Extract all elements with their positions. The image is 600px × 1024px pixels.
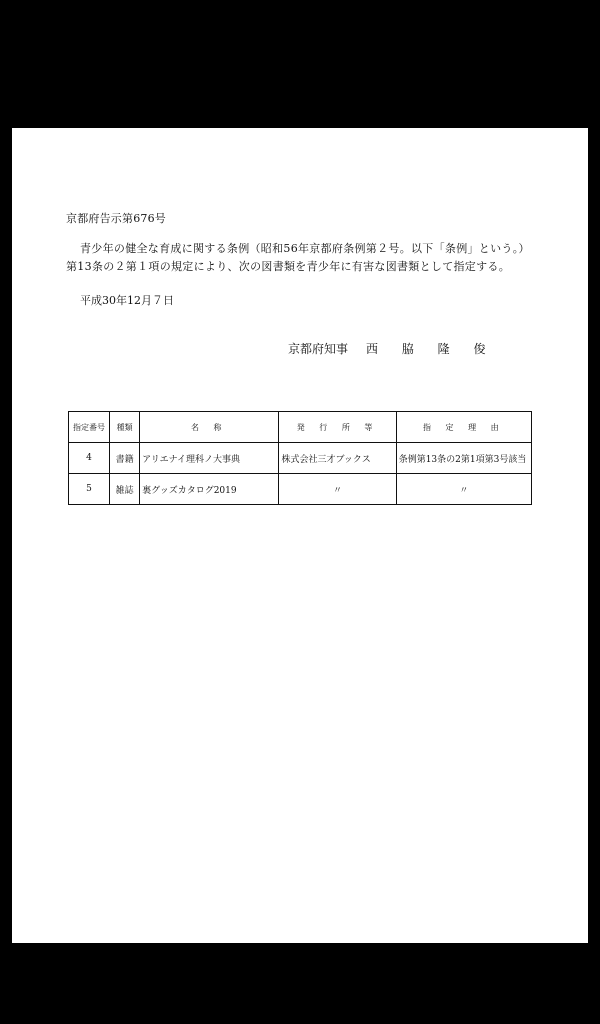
row-reason: 〃 bbox=[396, 474, 531, 505]
row-type: 雑誌 bbox=[110, 474, 140, 505]
header-publisher: 発 行 所 等 bbox=[279, 412, 396, 443]
header-title: 名 称 bbox=[140, 412, 279, 443]
notice-number: 京都府告示第676号 bbox=[66, 212, 166, 225]
table-row bbox=[69, 443, 532, 474]
body-text-line-2: 第13条の２第１項の規定により、次の図書類を青少年に有害な図書類として指定する。 bbox=[66, 260, 510, 273]
row-type: 書籍 bbox=[110, 443, 140, 474]
row-number: 5 bbox=[69, 474, 110, 505]
table-header-row bbox=[69, 412, 532, 443]
row-reason: 条例第13条の2第1項第3号該当 bbox=[396, 443, 531, 474]
row-number: 4 bbox=[69, 443, 110, 474]
notice-date: 平成30年12月７日 bbox=[80, 294, 174, 307]
row-publisher: 株式会社三才ブックス bbox=[279, 443, 396, 474]
document-page bbox=[12, 128, 588, 943]
row-name: 裏グッズカタログ2019 bbox=[140, 474, 279, 505]
signer-title: 京都府知事 bbox=[288, 342, 349, 356]
signer-name: 西 脇 隆 俊 bbox=[366, 342, 496, 356]
header-designation-number: 指定番号 bbox=[69, 412, 110, 443]
header-reason: 指 定 理 由 bbox=[396, 412, 531, 443]
signature-block bbox=[288, 340, 495, 357]
row-name: アリエナイ理科ノ大事典 bbox=[140, 443, 279, 474]
header-type: 種類 bbox=[110, 412, 140, 443]
designation-table bbox=[68, 411, 532, 505]
table-row bbox=[69, 474, 532, 505]
row-publisher: 〃 bbox=[279, 474, 396, 505]
body-text-line-1: 青少年の健全な育成に関する条例（昭和56年京都府条例第２号。以下「条例」という。） bbox=[80, 242, 530, 255]
